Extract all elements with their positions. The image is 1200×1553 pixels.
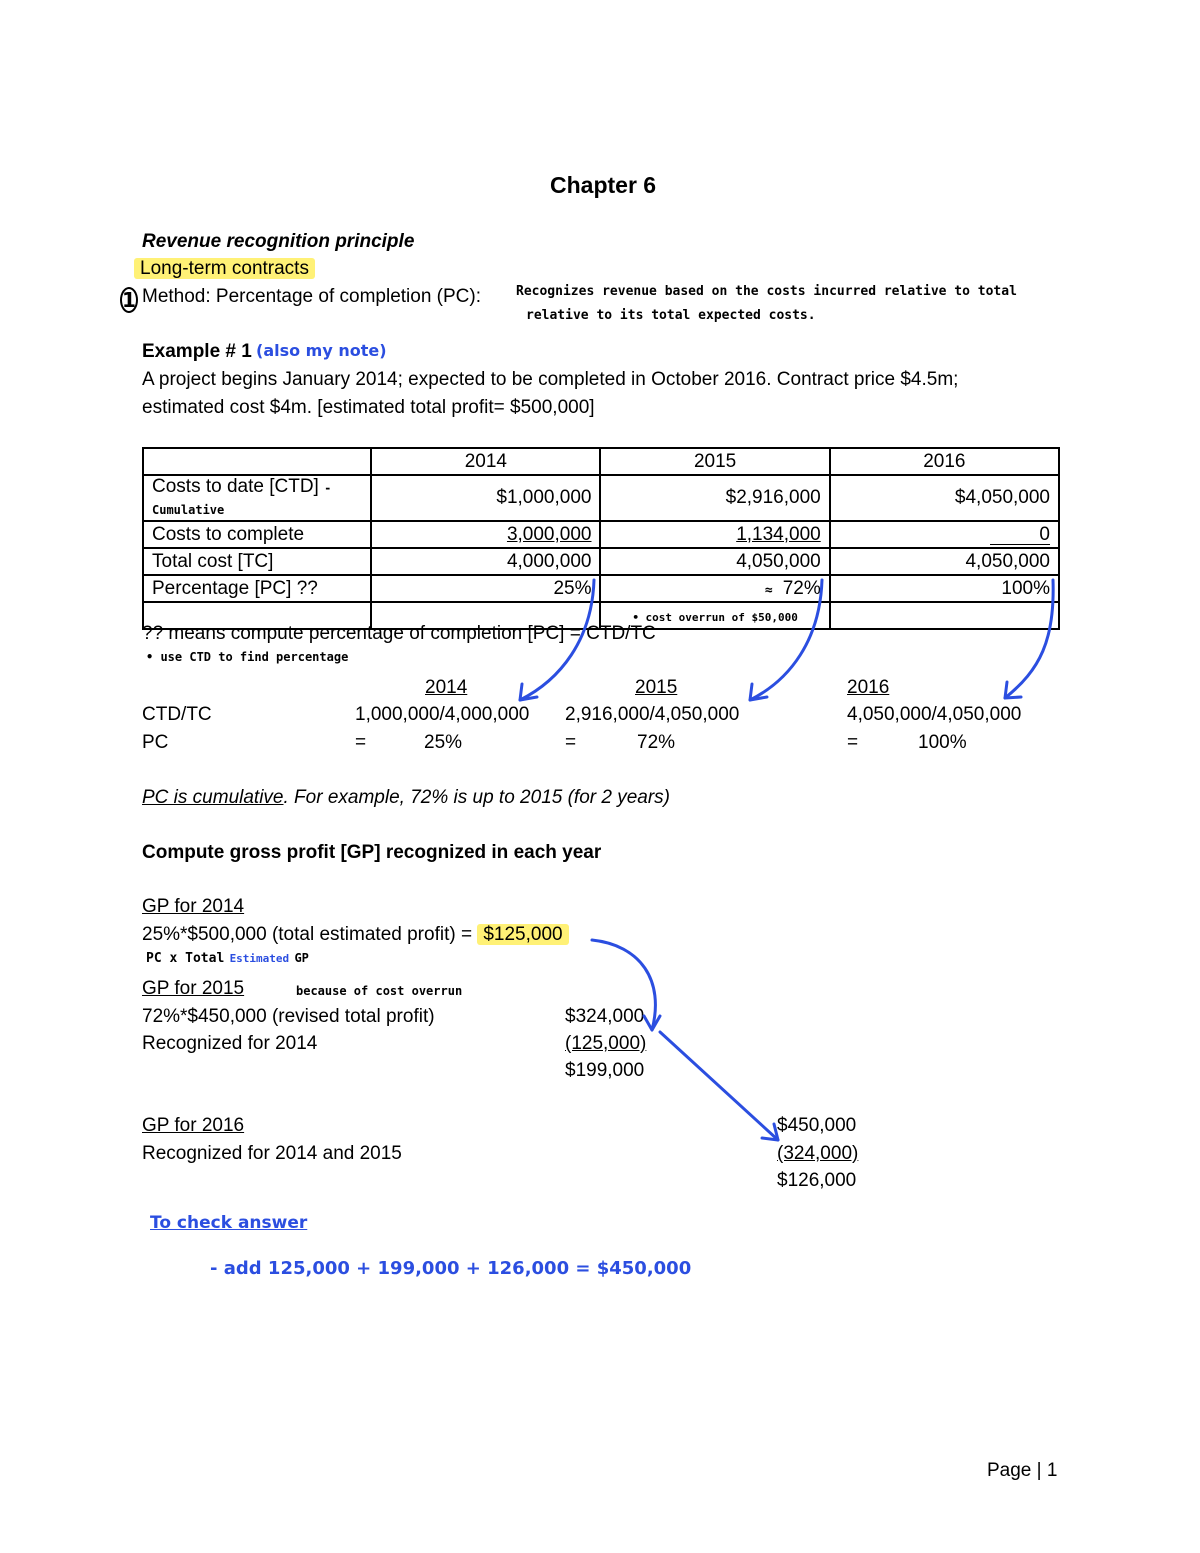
cell xyxy=(371,521,600,548)
percentage-table xyxy=(142,447,1060,630)
cell: 4,050,000 xyxy=(830,548,1059,575)
cell: 100% xyxy=(830,575,1059,602)
table-year-2016: 2016 xyxy=(830,448,1059,475)
table-header-row xyxy=(143,448,1059,475)
explain-year: 2016 xyxy=(847,677,890,698)
table-row xyxy=(143,521,1059,548)
method-line: Method: Percentage of completion (PC): xyxy=(142,286,482,307)
gp-2015-line-2: Recognized for 2014 xyxy=(142,1033,318,1054)
ctd-value: 1,000,000/4,000,000 xyxy=(355,704,530,725)
arrow-gp-2015 xyxy=(660,1032,778,1140)
method-note-1: Recognizes revenue based on the costs incurred relative to total xyxy=(516,284,1017,299)
overrun-note: • cost overrun of $50,000 xyxy=(632,610,798,624)
example-note: (also my note) xyxy=(256,341,387,360)
cell: $1,000,000 xyxy=(371,475,600,521)
ctd-label: CTD/TC xyxy=(142,704,212,725)
pc-value: 100% xyxy=(918,732,967,753)
example-line-1: A project begins January 2014; expected to be completed in October 2016. Contract price $4.5m; xyxy=(142,369,959,390)
method-note-2: relative to its total expected costs. xyxy=(526,308,816,323)
cumulative-note xyxy=(142,787,670,809)
explain-line: ?? means compute percentage of completion [PC] = CTD/TC xyxy=(142,623,656,644)
gp-2015-value-1: $324,000 xyxy=(565,1006,645,1027)
gp-2014-title: GP for 2014 xyxy=(142,896,245,917)
table-year-2014: 2014 xyxy=(371,448,600,475)
row-label: Total cost [TC] xyxy=(143,548,371,575)
example-heading: Example # 1 xyxy=(142,341,252,362)
cell: 4,050,000 xyxy=(600,548,829,575)
gp-2014-text: 25%*$500,000 (total estimated profit) = xyxy=(142,924,473,945)
cell-value: 1,134,000 xyxy=(736,523,821,545)
gp-2014-note xyxy=(146,946,309,968)
explain-year: 2015 xyxy=(635,677,678,698)
cell xyxy=(600,521,829,548)
cell xyxy=(600,575,829,602)
arrowhead-2015 xyxy=(750,684,767,700)
page-footer: Page | 1 xyxy=(987,1460,1058,1481)
arrowhead-gp-2014 xyxy=(644,1016,660,1030)
gp-2015-title: GP for 2015 xyxy=(142,978,245,999)
gp-2015-line-1: 72%*$450,000 (revised total profit) xyxy=(142,1006,435,1027)
subheading-text: Long-term contracts xyxy=(134,258,315,279)
cell: $4,050,000 xyxy=(830,475,1059,521)
page-title: Chapter 6 xyxy=(550,172,657,198)
gp-2016-line-2: Recognized for 2014 and 2015 xyxy=(142,1143,402,1164)
gp-note-c: GP xyxy=(294,951,309,965)
ctd-value: 2,916,000/4,050,000 xyxy=(565,704,740,725)
table-row xyxy=(143,475,1059,521)
pc-label: PC xyxy=(142,732,169,753)
gp-note-a: PC x Total xyxy=(146,951,225,966)
pc-eq: = xyxy=(847,732,859,753)
gp-2015-note: because of cost overrun xyxy=(296,984,463,998)
explain-note: • use CTD to find percentage xyxy=(146,650,349,664)
circled-number: 1 xyxy=(120,287,138,313)
gp-2014-line xyxy=(142,924,569,946)
section-heading: Revenue recognition principle xyxy=(142,231,415,252)
cell xyxy=(830,602,1059,629)
pc-eq: = xyxy=(355,732,367,753)
table-row xyxy=(143,575,1059,602)
pc-value: 25% xyxy=(424,732,463,753)
check-title: To check answer xyxy=(150,1213,308,1233)
gp-2016-value-2: (324,000) xyxy=(777,1143,859,1164)
gp-2015-value-2: (125,000) xyxy=(565,1033,647,1054)
gp-2014-value: $125,000 xyxy=(477,924,568,945)
gp-2016-title: GP for 2016 xyxy=(142,1115,245,1136)
row-label: Costs to complete xyxy=(143,521,371,548)
subheading xyxy=(134,258,315,280)
arrowhead-2014 xyxy=(520,684,537,700)
cell: $2,916,000 xyxy=(600,475,829,521)
arrowhead-gp-2015 xyxy=(762,1124,778,1140)
gp-2015-value-3: $199,000 xyxy=(565,1060,645,1081)
gp-2016-value-3: $126,000 xyxy=(777,1170,857,1191)
gp-2016-value-1: $450,000 xyxy=(777,1115,857,1136)
explain-year: 2014 xyxy=(425,677,468,698)
cell-value: 0 xyxy=(990,525,1050,545)
cumulative-underlined: PC is cumulative xyxy=(142,787,284,808)
table-corner xyxy=(143,448,371,475)
row-label xyxy=(143,475,371,521)
table-row xyxy=(143,548,1059,575)
ctd-value: 4,050,000/4,050,000 xyxy=(847,704,1022,725)
check-line: - add 125,000 + 199,000 + 126,000 = $450,000 xyxy=(210,1258,692,1279)
row-note: - Cumulative xyxy=(152,481,332,517)
gp-note-b: Estimated xyxy=(229,952,290,965)
cell xyxy=(830,521,1059,548)
gp-heading: Compute gross profit [GP] recognized in each year xyxy=(142,842,602,863)
arrowhead-2016 xyxy=(1005,682,1021,698)
cell: 25% xyxy=(371,575,600,602)
example-line-2: estimated cost $4m. [estimated total profit= $500,000] xyxy=(142,397,595,418)
cell-value: 3,000,000 xyxy=(506,523,592,545)
pc-value: 72% xyxy=(637,732,676,753)
row-label-text: Costs to date [CTD] xyxy=(152,476,319,497)
approx-mark: ≈ xyxy=(764,582,773,598)
cell: 4,000,000 xyxy=(371,548,600,575)
table-year-2015: 2015 xyxy=(600,448,829,475)
cell-value: 72% xyxy=(782,577,821,599)
cumulative-rest: . For example, 72% is up to 2015 (for 2 years) xyxy=(283,787,671,808)
pc-eq: = xyxy=(565,732,577,753)
row-label: Percentage [PC] ?? xyxy=(143,575,371,602)
